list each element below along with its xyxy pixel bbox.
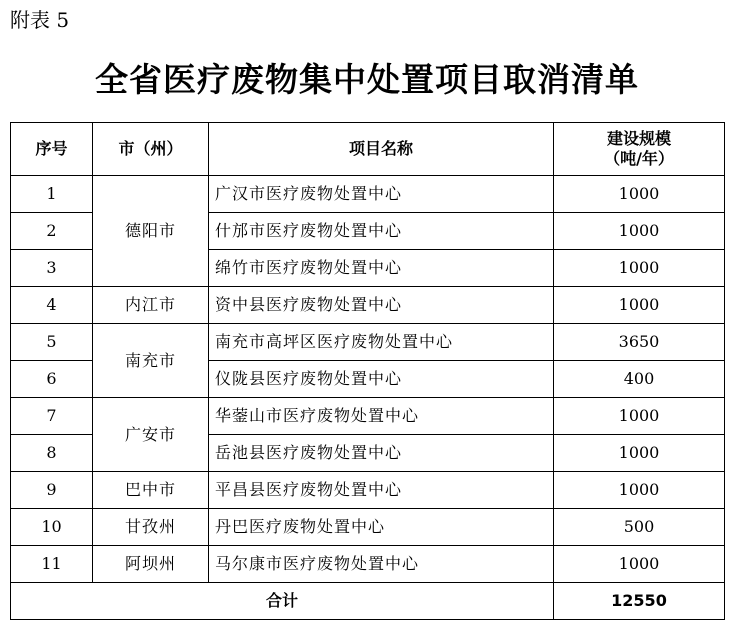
city-cell: 内江市 (93, 287, 209, 324)
cancellation-table (10, 122, 725, 620)
table-row (11, 472, 725, 509)
header-scale-line1: 建设规模 (606, 129, 671, 148)
total-row (11, 583, 725, 620)
city-cell: 南充市 (93, 324, 209, 398)
total-value: 12550 (554, 583, 725, 620)
project-cell: 平昌县医疗废物处置中心 (209, 472, 554, 509)
project-cell: 华蓥山市医疗废物处置中心 (209, 398, 554, 435)
header-project: 项目名称 (209, 123, 554, 176)
seq-cell: 11 (11, 546, 93, 583)
city-cell: 阿坝州 (93, 546, 209, 583)
header-scale (554, 123, 725, 176)
scale-cell: 500 (554, 509, 725, 546)
scale-cell: 1000 (554, 287, 725, 324)
city-cell: 德阳市 (93, 176, 209, 287)
city-cell: 巴中市 (93, 472, 209, 509)
project-cell: 广汉市医疗废物处置中心 (209, 176, 554, 213)
table-row (11, 509, 725, 546)
city-cell: 广安市 (93, 398, 209, 472)
table-row (11, 398, 725, 435)
project-cell: 仪陇县医疗废物处置中心 (209, 361, 554, 398)
scale-cell: 3650 (554, 324, 725, 361)
project-cell: 岳池县医疗废物处置中心 (209, 435, 554, 472)
seq-cell: 5 (11, 324, 93, 361)
project-cell: 南充市高坪区医疗废物处置中心 (209, 324, 554, 361)
project-cell: 资中县医疗废物处置中心 (209, 287, 554, 324)
seq-cell: 3 (11, 250, 93, 287)
scale-cell: 1000 (554, 546, 725, 583)
table-row (11, 287, 725, 324)
seq-cell: 7 (11, 398, 93, 435)
project-cell: 什邡市医疗废物处置中心 (209, 213, 554, 250)
scale-cell: 1000 (554, 435, 725, 472)
table-row (11, 546, 725, 583)
seq-cell: 10 (11, 509, 93, 546)
project-cell: 绵竹市医疗废物处置中心 (209, 250, 554, 287)
header-scale-line2: （吨/年） (604, 149, 674, 168)
seq-cell: 8 (11, 435, 93, 472)
scale-cell: 1000 (554, 213, 725, 250)
header-city: 市（州） (93, 123, 209, 176)
project-cell: 马尔康市医疗废物处置中心 (209, 546, 554, 583)
seq-cell: 9 (11, 472, 93, 509)
table-header-row (11, 123, 725, 176)
header-seq: 序号 (11, 123, 93, 176)
seq-cell: 4 (11, 287, 93, 324)
table-row (11, 324, 725, 361)
scale-cell: 1000 (554, 250, 725, 287)
total-label: 合计 (11, 583, 554, 620)
appendix-label: 附表 5 (10, 8, 70, 32)
seq-cell: 6 (11, 361, 93, 398)
seq-cell: 2 (11, 213, 93, 250)
scale-cell: 1000 (554, 398, 725, 435)
scale-cell: 1000 (554, 176, 725, 213)
scale-cell: 1000 (554, 472, 725, 509)
document-title: 全省医疗废物集中处置项目取消清单 (95, 60, 639, 99)
table-row (11, 176, 725, 213)
project-cell: 丹巴医疗废物处置中心 (209, 509, 554, 546)
scale-cell: 400 (554, 361, 725, 398)
seq-cell: 1 (11, 176, 93, 213)
city-cell: 甘孜州 (93, 509, 209, 546)
